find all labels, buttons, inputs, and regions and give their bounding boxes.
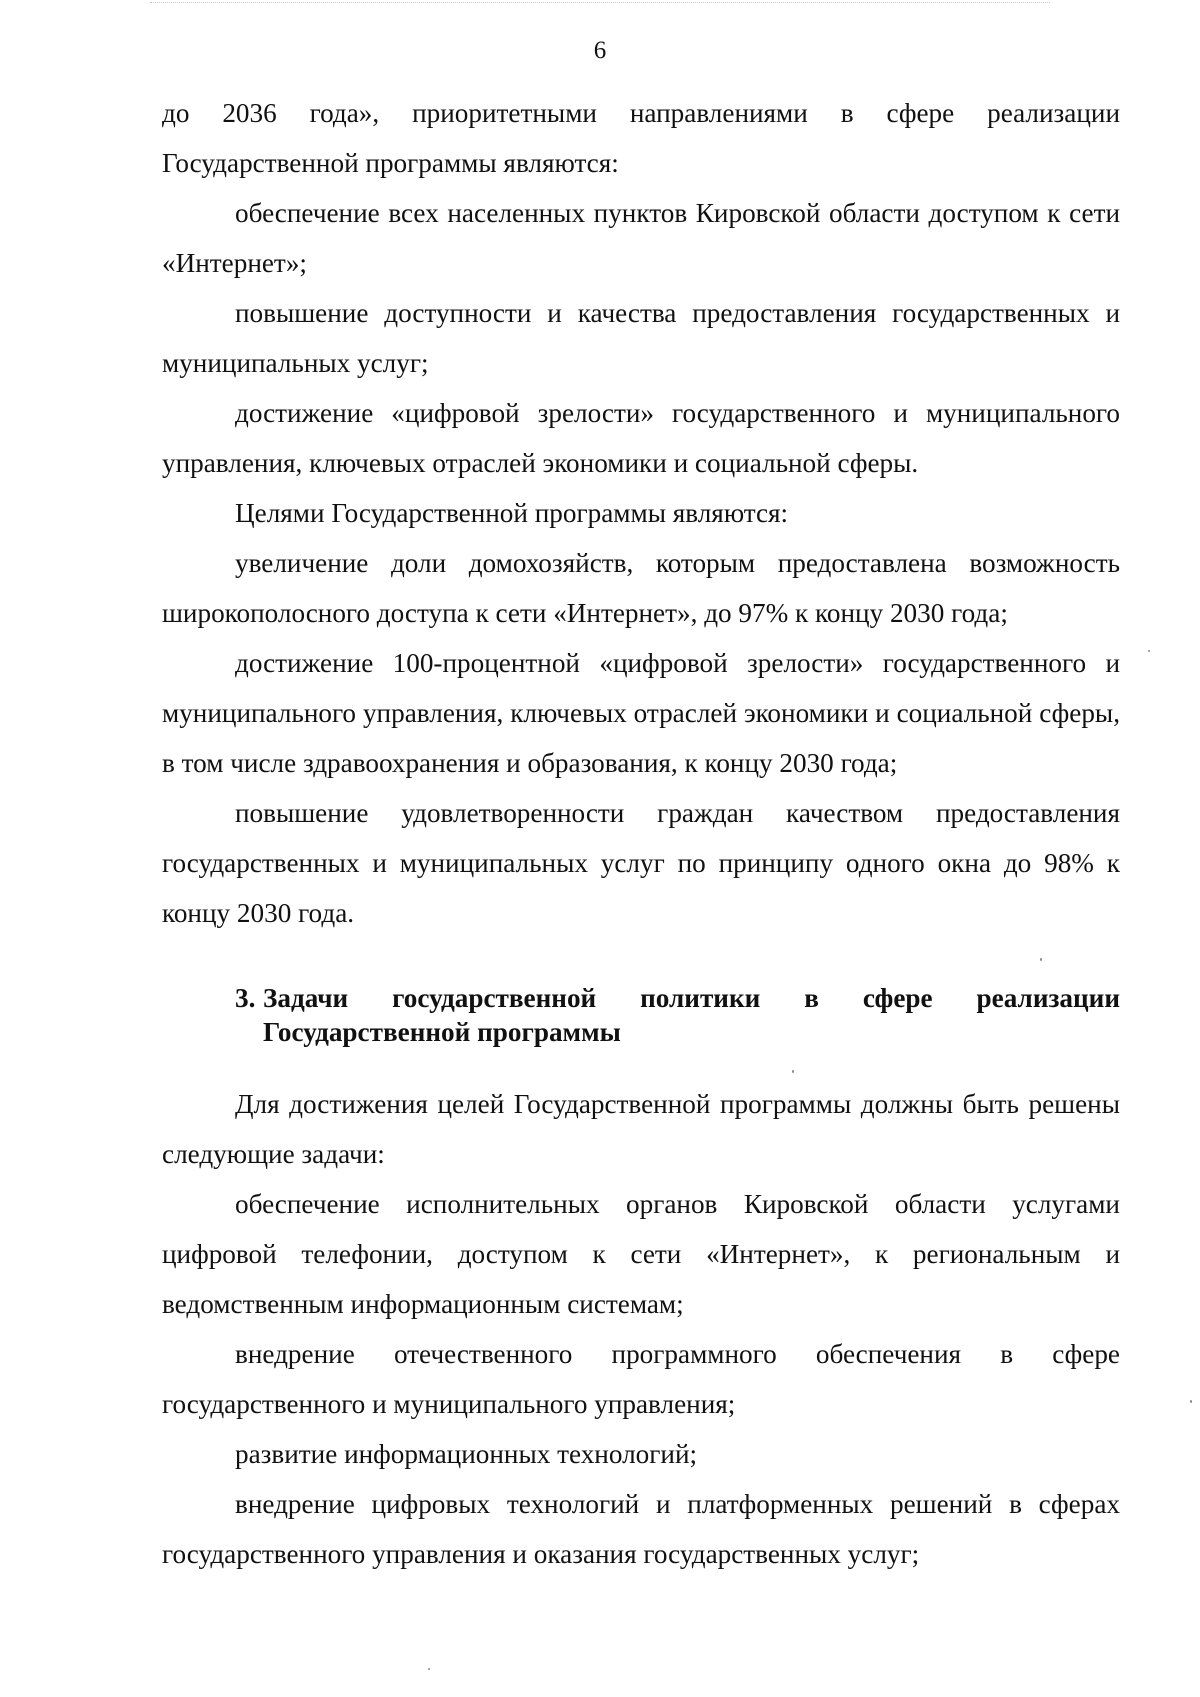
section-3-number: 3. (235, 983, 256, 1013)
scan-speck (1148, 650, 1150, 652)
paragraph-goal-broadband: увеличение доли домохозяйств, которым предоставлена возможность широкополосного доступа к сети «Интернет», до 97% к концу 2030 года; (162, 548, 1120, 628)
page-number: 6 (593, 37, 607, 64)
section-3-heading (162, 981, 1120, 1049)
scan-speck (792, 1070, 794, 1073)
section-spacer (162, 938, 1120, 981)
paragraph-priorities-intro: до 2036 года», приоритетными направлениями в сфере реализации Государственной программы являются: (162, 98, 1120, 178)
section-3-title-line1: Задачи государственной политики в сфере реализации (263, 983, 1120, 1013)
paragraph-task-telephony: обеспечение исполнительных органов Кировской области услугами цифровой телефонии, доступом к сети «Интернет», к региональным и ведомственным информационным системам; (162, 1189, 1120, 1319)
paragraph-priority-services: повышение доступности и качества предоставления государственных и муниципальных услуг; (162, 298, 1120, 378)
scan-speck (428, 1668, 430, 1670)
paragraph-priority-internet: обеспечение всех населенных пунктов Кировской области доступом к сети «Интернет»; (162, 198, 1120, 278)
paragraph-task-platform-solutions: внедрение цифровых технологий и платформенных решений в сферах государственного управления и оказания государственных услуг; (162, 1489, 1120, 1569)
paragraph-task-it-development: развитие информационных технологий; (235, 1439, 698, 1469)
paragraph-goals-intro: Целями Государственной программы являются: (235, 498, 789, 528)
page-content (162, 88, 1120, 1579)
scan-top-edge (150, 2, 1050, 3)
paragraph-priority-digital-maturity: достижение «цифровой зрелости» государственного и муниципального управления, ключевых отраслей экономики и социальной сферы. (162, 398, 1120, 478)
paragraph-tasks-intro: Для достижения целей Государственной программы должны быть решены следующие задачи: (162, 1089, 1120, 1169)
paragraph-task-domestic-software: внедрение отечественного программного обеспечения в сфере государственного и муниципального управления; (162, 1339, 1120, 1419)
scan-speck (1190, 1400, 1192, 1403)
paragraph-goal-digital-maturity: достижение 100-процентной «цифровой зрелости» государственного и муниципального управления, ключевых отраслей экономики и социальной сферы, в том числе здравоохранения и образования, к концу 2030 года; (162, 648, 1120, 778)
paragraph-goal-satisfaction: повышение удовлетворенности граждан качеством предоставления государственных и муниципальных услуг по принципу одного окна до 98% к концу 2030 года. (162, 798, 1120, 928)
scan-speck (1040, 958, 1042, 961)
section-3-title-line2: Государственной программы (263, 1017, 621, 1047)
